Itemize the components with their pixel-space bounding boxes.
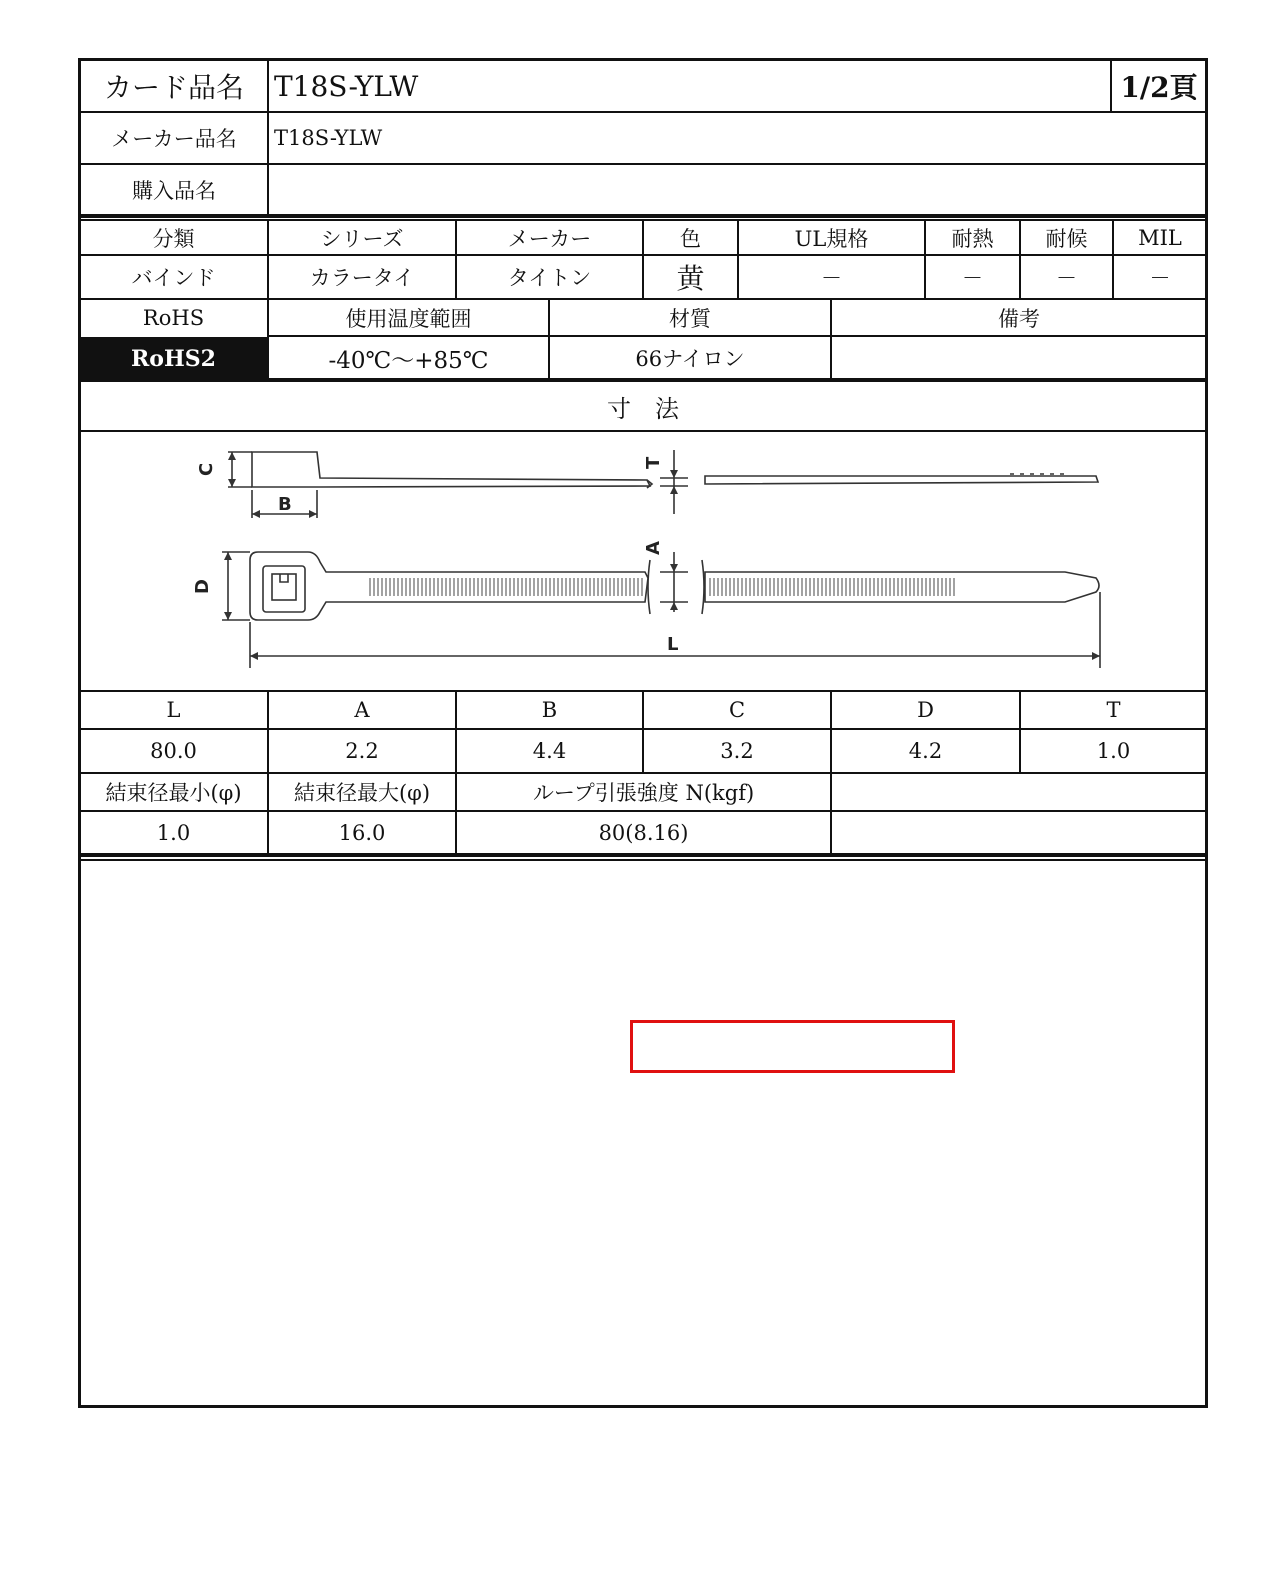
prop-value-temp: -40℃～+85℃ — [328, 347, 489, 374]
dim-header-t: T — [1106, 698, 1121, 722]
dim-header-d: D — [917, 698, 934, 722]
dim-label-a: A — [643, 541, 664, 555]
bundle-header-min: 結束径最小(φ) — [105, 781, 242, 805]
dim-label-d: D — [192, 579, 213, 594]
dim-value-d: 4.2 — [908, 739, 943, 763]
class-header-category: 分類 — [152, 226, 195, 251]
class-header-mil: MIL — [1138, 225, 1182, 250]
bundle-value-max: 16.0 — [338, 821, 386, 845]
class-value-heat: － — [962, 266, 983, 290]
class-value-series: カラータイ — [309, 266, 415, 290]
class-header-maker: メーカー — [507, 226, 592, 251]
class-value-maker: タイトン — [507, 266, 592, 290]
card-name-value: T18S-YLW — [274, 69, 419, 103]
bundle-header-max: 結束径最大(φ) — [293, 781, 431, 805]
bundle-value-min: 1.0 — [156, 821, 191, 845]
dim-value-c: 3.2 — [720, 739, 754, 763]
maker-name-value: T18S-YLW — [274, 126, 383, 150]
dim-header-l: L — [166, 698, 181, 722]
dim-label-t: T — [643, 456, 664, 469]
prop-value-remarks — [832, 337, 1206, 379]
cable-tie-diagram — [80, 432, 1206, 690]
dimensions-title: 寸 法 — [607, 395, 679, 423]
prop-header-temp: 使用温度範囲 — [345, 306, 472, 331]
prop-value-material: 66ナイロン — [635, 347, 745, 371]
rohs2-badge: RoHS2 — [80, 337, 267, 380]
class-value-ul: － — [821, 266, 842, 290]
dim-header-c: C — [728, 698, 746, 722]
class-header-series: シリーズ — [320, 226, 404, 251]
dim-header-b: B — [541, 698, 558, 722]
dim-label-c: C — [196, 462, 217, 476]
class-value-color: 黄 — [676, 262, 705, 295]
prop-header-remarks: 備考 — [998, 306, 1040, 331]
class-header-heat: 耐熱 — [951, 226, 994, 251]
class-header-weather: 耐候 — [1045, 226, 1088, 251]
dim-value-t: 1.0 — [1096, 739, 1131, 763]
purchase-name-label: 購入品名 — [132, 179, 216, 203]
dim-value-l: 80.0 — [150, 739, 197, 763]
class-value-mil: － — [1149, 266, 1171, 290]
dim-value-b: 4.4 — [532, 739, 567, 763]
dim-value-a: 2.2 — [345, 739, 379, 763]
maker-name-label: メーカー品名 — [111, 127, 237, 151]
highlight-box — [630, 1020, 955, 1073]
page-number: 1/2頁 — [1120, 71, 1198, 104]
prop-header-rohs: RoHS — [142, 305, 205, 330]
purchase-name-value — [268, 165, 1206, 215]
prop-header-material: 材質 — [669, 306, 711, 331]
class-value-category: バインド — [131, 266, 216, 290]
bundle-value-blank — [832, 812, 1206, 854]
class-value-weather: － — [1056, 266, 1077, 290]
bundle-header-blank — [832, 774, 1206, 810]
class-header-ul: UL規格 — [794, 226, 869, 251]
dim-header-a: A — [354, 698, 370, 722]
card-name-label: カード品名 — [103, 71, 244, 104]
bundle-value-strength: 80(8.16) — [598, 821, 689, 845]
dim-label-l: L — [667, 634, 679, 655]
bundle-header-strength: ループ引張強度 N(kgf) — [532, 781, 755, 805]
class-header-color: 色 — [680, 226, 701, 251]
dim-label-b: B — [278, 494, 292, 515]
